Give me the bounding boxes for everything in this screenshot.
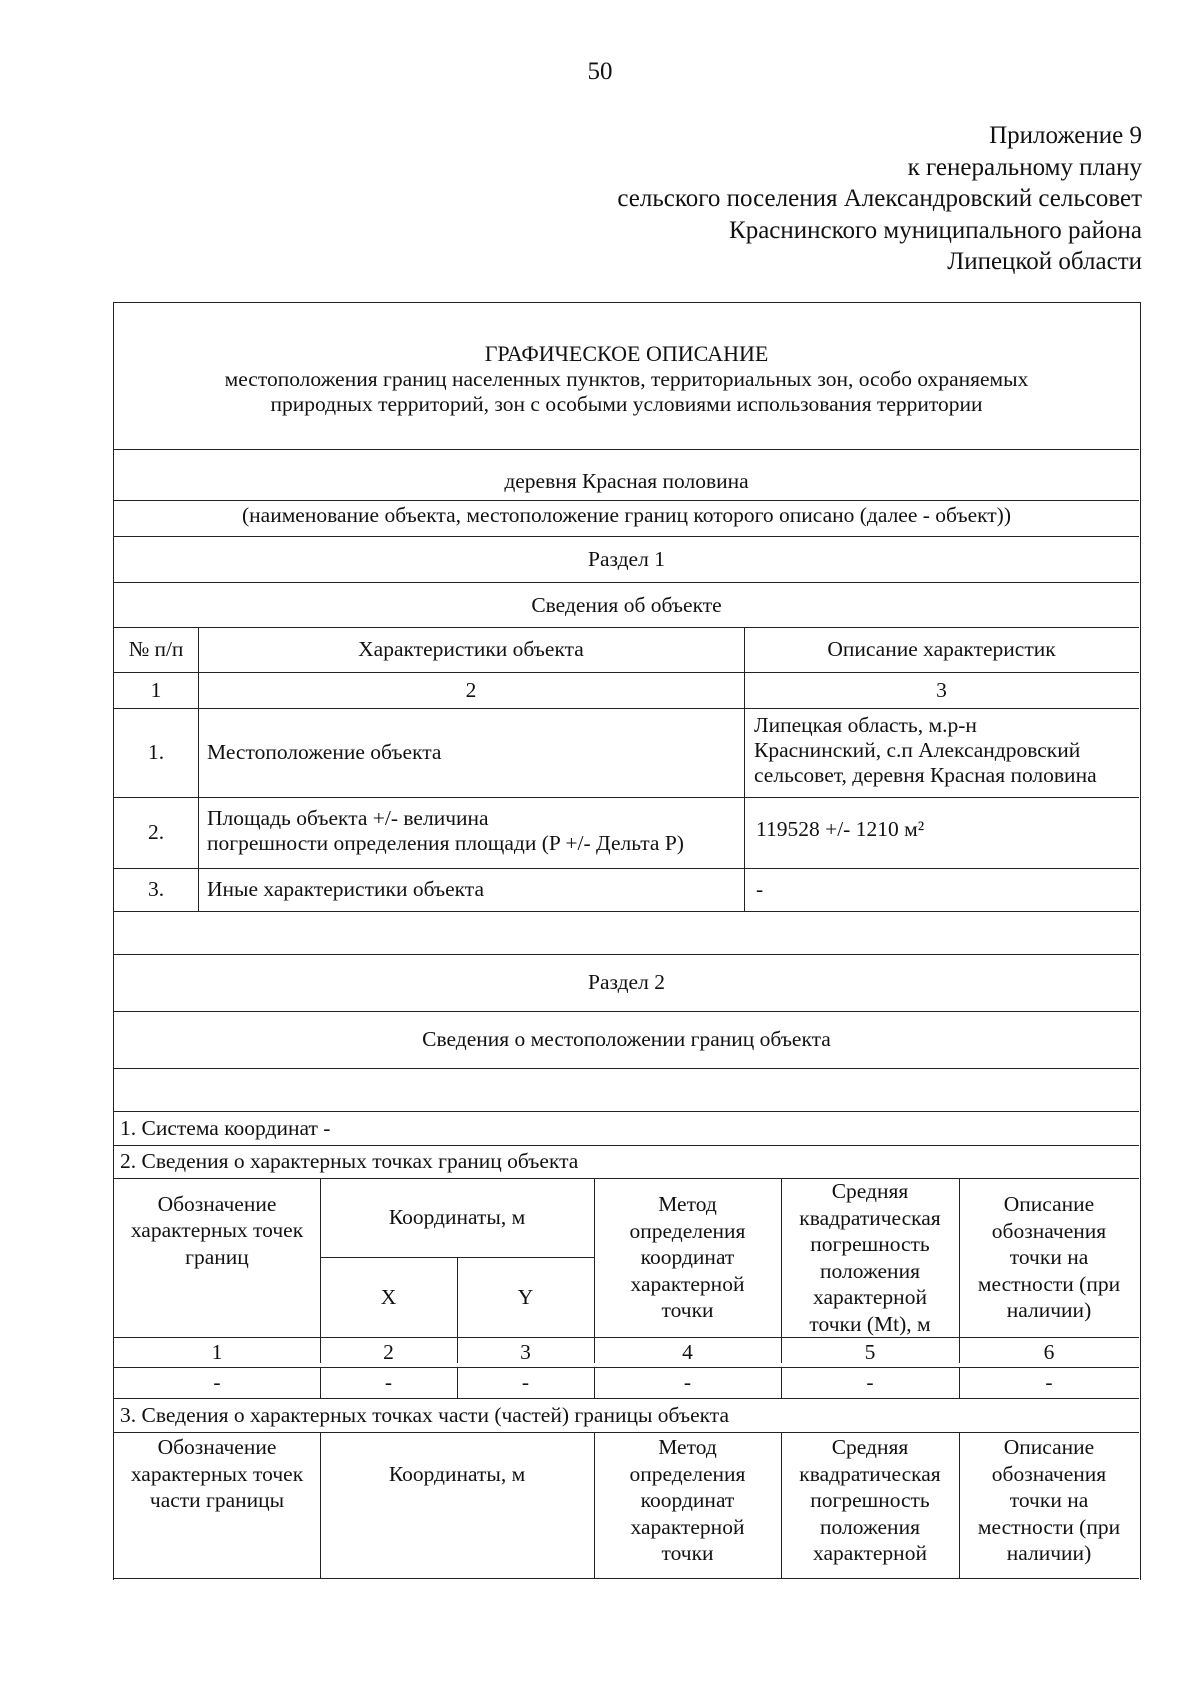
row-num: 1.: [147, 740, 165, 765]
page-number: 50: [587, 58, 613, 85]
points-col-x: X: [380, 1284, 397, 1309]
section1-subtitle: Сведения об объекте: [531, 593, 722, 617]
col-header-characteristics: Характеристики объекта: [358, 637, 584, 662]
points-col-coordinates: Координаты, м: [388, 1205, 526, 1230]
row-name: Иные характеристики объекта: [207, 877, 485, 901]
section2-title: Раздел 2: [588, 970, 665, 995]
header-line: Обозначение: [157, 1191, 277, 1216]
header-line: положения: [820, 1258, 920, 1283]
header-line: обозначения: [991, 1218, 1107, 1243]
header-line: погрешность: [810, 1232, 930, 1256]
header-line: координат: [640, 1488, 735, 1512]
appendix-line: Краснинского муниципального района: [729, 216, 1142, 244]
row-name: Местоположение объекта: [207, 740, 442, 764]
points-number: 5: [864, 1340, 876, 1365]
header-line: характерных точек: [130, 1218, 304, 1243]
document-title: ГРАФИЧЕСКОЕ ОПИСАНИЕ: [484, 341, 769, 366]
document-subtitle-line1: местоположения границ населенных пунктов, территориальных зон, особо охраняемых: [224, 367, 1029, 391]
header-line: характерной: [630, 1514, 745, 1539]
appendix-line: сельского поселения Александровский сельсовет: [617, 185, 1142, 212]
parts-col-error: [781, 1434, 959, 1567]
points-cell: -: [1045, 1370, 1053, 1395]
header-line: местности (при: [977, 1514, 1121, 1539]
description-table: [113, 302, 1141, 1580]
header-line: части границы: [149, 1488, 285, 1512]
col-header-num: № п/п: [128, 637, 184, 662]
points-number: 2: [383, 1340, 394, 1365]
points-number: 1: [211, 1340, 223, 1365]
points-number: 6: [1043, 1340, 1055, 1365]
row-value: 119528 +/- 1210 м²: [756, 817, 925, 841]
points-cell: -: [213, 1370, 221, 1395]
row-name: [207, 806, 684, 856]
points-number: 4: [682, 1340, 693, 1365]
object-name: деревня Красная половина: [504, 469, 749, 493]
header-line: положения: [820, 1514, 920, 1539]
header-line: Описание: [1003, 1192, 1095, 1217]
row-value: -: [756, 877, 764, 901]
row-line: [114, 1068, 1139, 1069]
header-line: Описание: [1003, 1435, 1095, 1459]
row-line: [114, 911, 1139, 912]
header-line: погрешность: [810, 1488, 930, 1512]
header-line: наличии): [1006, 1298, 1092, 1323]
parts-col-coordinates: Координаты, м: [388, 1461, 526, 1486]
table-bottom-line: [114, 1578, 1139, 1579]
header-line: Метод: [658, 1192, 717, 1217]
points-col-designation: [114, 1178, 320, 1283]
header-line: точки: [661, 1298, 714, 1323]
row-name-line: Площадь объекта +/- величина: [207, 806, 489, 830]
header-line: наличии): [1006, 1541, 1092, 1565]
points-col-y: Y: [517, 1284, 534, 1309]
object-name-caption: (наименование объекта, местоположение границ которого описано (далее - объект)): [241, 503, 1011, 527]
header-line: точки (Mt), м: [809, 1311, 931, 1336]
row-line: [114, 1432, 1139, 1433]
col-header-description: Описание характеристик: [827, 637, 1056, 662]
header-line: координат: [640, 1245, 735, 1270]
appendix-block: [617, 120, 1142, 278]
appendix-line: к генеральному плану: [907, 153, 1142, 181]
header-line: Метод: [658, 1435, 717, 1459]
header-line: характерной: [813, 1285, 927, 1309]
divider: [114, 500, 1139, 501]
header-line: определения: [629, 1218, 746, 1243]
divider: [114, 582, 1139, 583]
header-line: границ: [185, 1244, 249, 1269]
header-line: точки на: [1009, 1245, 1089, 1270]
header-line: Средняя: [831, 1179, 909, 1203]
divider: [114, 449, 1139, 450]
row-value-line: Краснинский, с.п Александровский: [754, 738, 1081, 762]
row-name-line: погрешности определения площади (P +/- Дельта P): [207, 831, 684, 855]
appendix-line: Приложение 9: [989, 122, 1142, 149]
points-cell: -: [521, 1370, 530, 1395]
col-number: 3: [936, 677, 947, 702]
document-subtitle-line2: природных территорий, зон с особыми условиями использования территории: [270, 392, 983, 416]
header-line: характерных точек: [130, 1461, 304, 1486]
parts-title: 3. Сведения о характерных точках части (частей) границы объекта: [120, 1402, 729, 1427]
header-line: характерной: [813, 1541, 927, 1565]
row-value: [754, 713, 1132, 788]
appendix-line: Липецкой области: [947, 248, 1142, 275]
col-number: 1: [150, 677, 162, 702]
parts-col-desc: [959, 1434, 1139, 1567]
row-value-line: сельсовет, деревня Красная половина: [754, 763, 1097, 787]
row-num: 3.: [147, 877, 165, 902]
header-line: определения: [629, 1461, 746, 1486]
parts-col-designation: [114, 1434, 320, 1514]
header-line: местности (при: [977, 1271, 1121, 1296]
section1-title: Раздел 1: [588, 547, 665, 571]
header-line: характерной: [630, 1271, 745, 1296]
header-line: обозначения: [991, 1461, 1107, 1486]
divider: [114, 536, 1139, 537]
parts-col-method: [594, 1434, 781, 1567]
row-value-line: Липецкая область, м.р-н: [754, 713, 977, 737]
header-line: квадратическая: [799, 1205, 941, 1230]
points-col-error: [781, 1178, 959, 1337]
col-number: 2: [465, 677, 477, 702]
header-line: Обозначение: [157, 1435, 277, 1459]
points-title: 2. Сведения о характерных точках границ объекта: [120, 1149, 579, 1173]
points-cell: -: [866, 1370, 874, 1395]
header-line: Средняя: [831, 1435, 909, 1459]
header-line: квадратическая: [799, 1461, 941, 1486]
header-line: точки: [661, 1541, 714, 1565]
row-num: 2.: [147, 820, 165, 845]
coordinate-system: 1. Система координат -: [120, 1115, 331, 1140]
points-number: 3: [520, 1340, 531, 1365]
points-cell: -: [683, 1370, 692, 1395]
points-col-method: [594, 1178, 781, 1337]
header-line: точки на: [1009, 1488, 1089, 1512]
points-col-desc: [959, 1178, 1139, 1337]
section2-subtitle: Сведения о местоположении границ объекта: [422, 1027, 831, 1052]
points-cell: -: [384, 1370, 393, 1395]
